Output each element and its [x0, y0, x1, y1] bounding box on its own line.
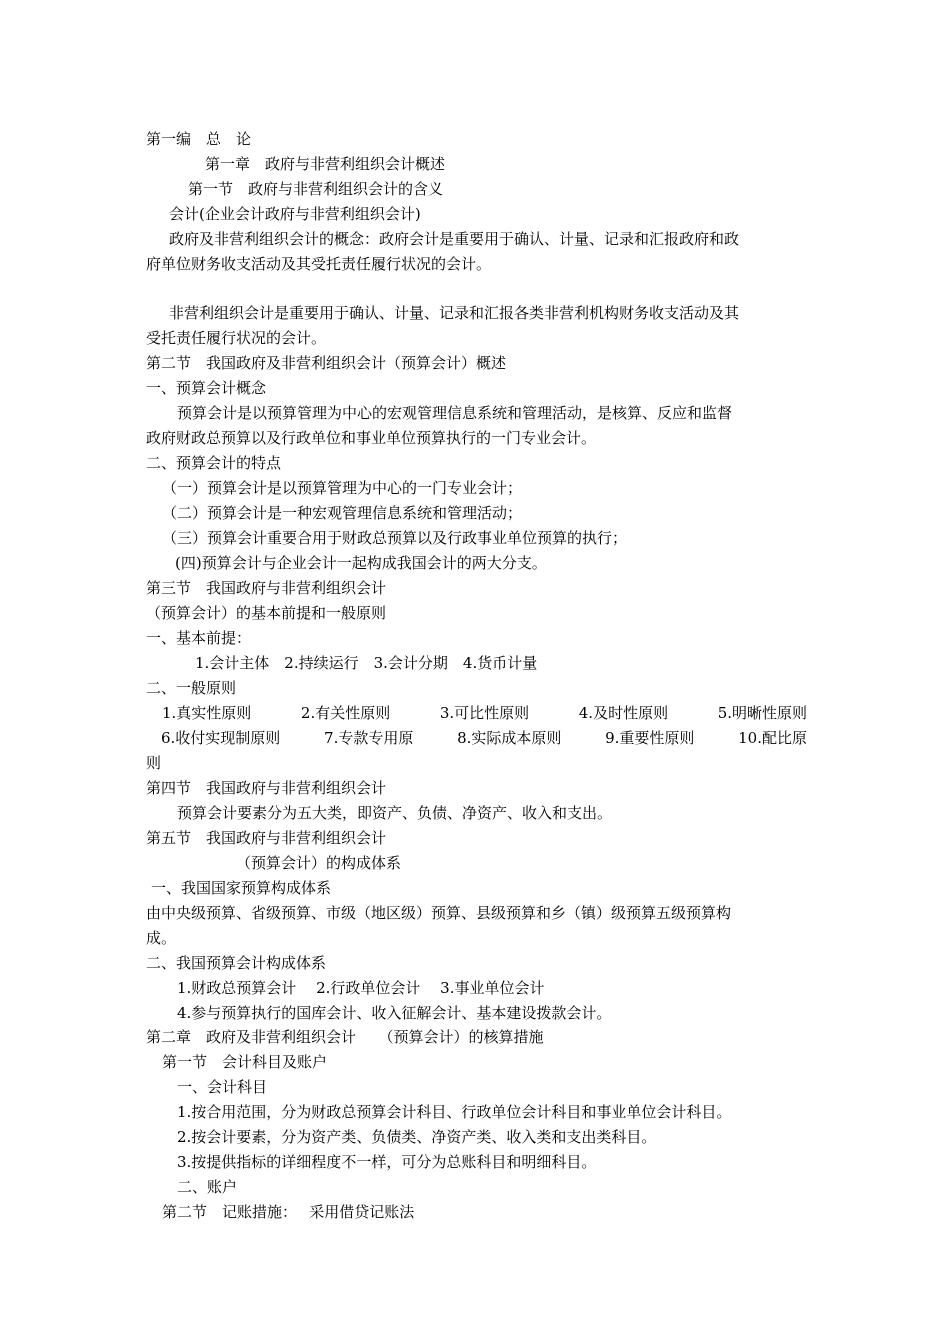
- chapter-1-title: 第一章 政府与非营利组织会计概述: [205, 155, 446, 173]
- principle-item: 3.可比性原则: [439, 704, 530, 722]
- budget-system-line-2: 成。: [146, 929, 177, 947]
- accounts-heading: 二、账户: [177, 1178, 238, 1196]
- budget-concept-heading: 一、预算会计概念: [146, 379, 267, 397]
- chapter-2-section-2-title: 第二节 记账措施： 采用借贷记账法: [162, 1203, 415, 1221]
- subject-item: 3.按提供指标的详细程度不一样，可分为总账科目和明细科目。: [177, 1153, 597, 1171]
- subjects-heading: 一、会计科目: [177, 1078, 268, 1096]
- budget-concept-line-2: 政府财政总预算以及行政单位和事业单位预算执行的一门专业会计。: [146, 429, 597, 447]
- principle-item: 4.及时性原则: [578, 704, 669, 722]
- budget-system-line-1: 由中央级预算、省级预算、市级（地区级）预算、县级预算和乡（镇）级预算五级预算构: [146, 904, 732, 922]
- part-title: 第一编 总 论: [146, 130, 252, 148]
- principle-item: 5.明晰性原则: [717, 704, 807, 722]
- budget-concept-line-1: 预算会计是以预算管理为中心的宏观管理信息系统和管理活动，是核算、反应和监督: [177, 404, 733, 422]
- chapter-1-section-2-title: 第二节 我国政府及非营利组织会计（预算会计）概述: [146, 354, 507, 372]
- principle-item: 6.收付实现制原则: [161, 729, 281, 747]
- accounting-scope-text: 会计(企业会计政府与非营利组织会计): [169, 205, 421, 223]
- npo-concept-line-2: 受托责任履行状况的会计。: [146, 329, 327, 347]
- gov-concept-line-1: 政府及非营利组织会计的概念：政府会计是重要用于确认、计量、记录和汇报政府和政: [169, 230, 740, 248]
- principle-item: 8.实际成本原则: [457, 729, 562, 747]
- chapter-1-section-3-title-line-2: （预算会计）的基本前提和一般原则: [146, 604, 387, 622]
- principle-item: 10.配比原: [738, 729, 807, 747]
- elements-text: 预算会计要素分为五大类，即资产、负债、净资产、收入和支出。: [177, 804, 613, 822]
- features-heading: 二、预算会计的特点: [146, 454, 282, 472]
- chapter-1-section-4-title: 第四节 我国政府与非营利组织会计: [146, 779, 387, 797]
- acct-system-heading: 二、我国预算会计构成体系: [146, 954, 327, 972]
- principles-row-1: [162, 701, 807, 726]
- principle-item: 9.重要性原则: [605, 729, 695, 747]
- budget-system-heading: 一、我国国家预算构成体系: [151, 879, 332, 897]
- principle-item: 2.有关性原则: [300, 704, 391, 722]
- chapter-1-section-5-title-line-2: （预算会计）的构成体系: [236, 854, 402, 872]
- subject-item: 2.按会计要素，分为资产类、负债类、净资产类、收入类和支出类科目。: [177, 1128, 657, 1146]
- principles-row-2: [161, 726, 807, 751]
- premises-heading: 一、基本前提：: [146, 629, 252, 647]
- chapter-2-section-1-title: 第一节 会计科目及账户: [162, 1053, 328, 1071]
- feature-item: （一）预算会计是以预算管理为中心的一门专业会计；: [162, 479, 523, 497]
- feature-item: （三）预算会计重要合用于财政总预算以及行政事业单位预算的执行；: [162, 529, 628, 547]
- principles-heading: 二、一般原则: [146, 679, 237, 697]
- feature-item: （二）预算会计是一种宏观管理信息系统和管理活动；: [162, 504, 523, 522]
- chapter-1-section-1-title: 第一节 政府与非营利组织会计的含义: [188, 180, 444, 198]
- gov-concept-line-2: 府单位财务收支活动及其受托责任履行状况的会计。: [146, 255, 492, 273]
- chapter-1-section-5-title-line-1: 第五节 我国政府与非营利组织会计: [146, 829, 387, 847]
- subject-item: 1.按合用范围，分为财政总预算会计科目、行政单位会计科目和事业单位会计科目。: [177, 1103, 732, 1121]
- chapter-2-title: 第二章 政府及非营利组织会计 （预算会计）的核算措施: [146, 1028, 544, 1046]
- principle-item: 1.真实性原则: [162, 704, 252, 722]
- principles-tail: 则: [146, 754, 162, 772]
- premises-list: 1.会计主体 2.持续运行 3.会计分期 4.货币计量: [195, 654, 538, 672]
- npo-concept-line-1: 非营利组织会计是重要用于确认、计量、记录和汇报各类非营利机构财务收支活动及其: [169, 304, 740, 322]
- acct-system-line-1: 1.财政总预算会计 2.行政单位会计 3.事业单位会计: [177, 979, 545, 997]
- principle-item: 7.专款专用原: [324, 729, 414, 747]
- acct-system-line-2: 4.参与预算执行的国库会计、收入征解会计、基本建设拨款会计。: [177, 1004, 612, 1022]
- feature-item: (四)预算会计与企业会计一起构成我国会计的两大分支。: [175, 554, 547, 572]
- chapter-1-section-3-title-line-1: 第三节 我国政府与非营利组织会计: [146, 579, 387, 597]
